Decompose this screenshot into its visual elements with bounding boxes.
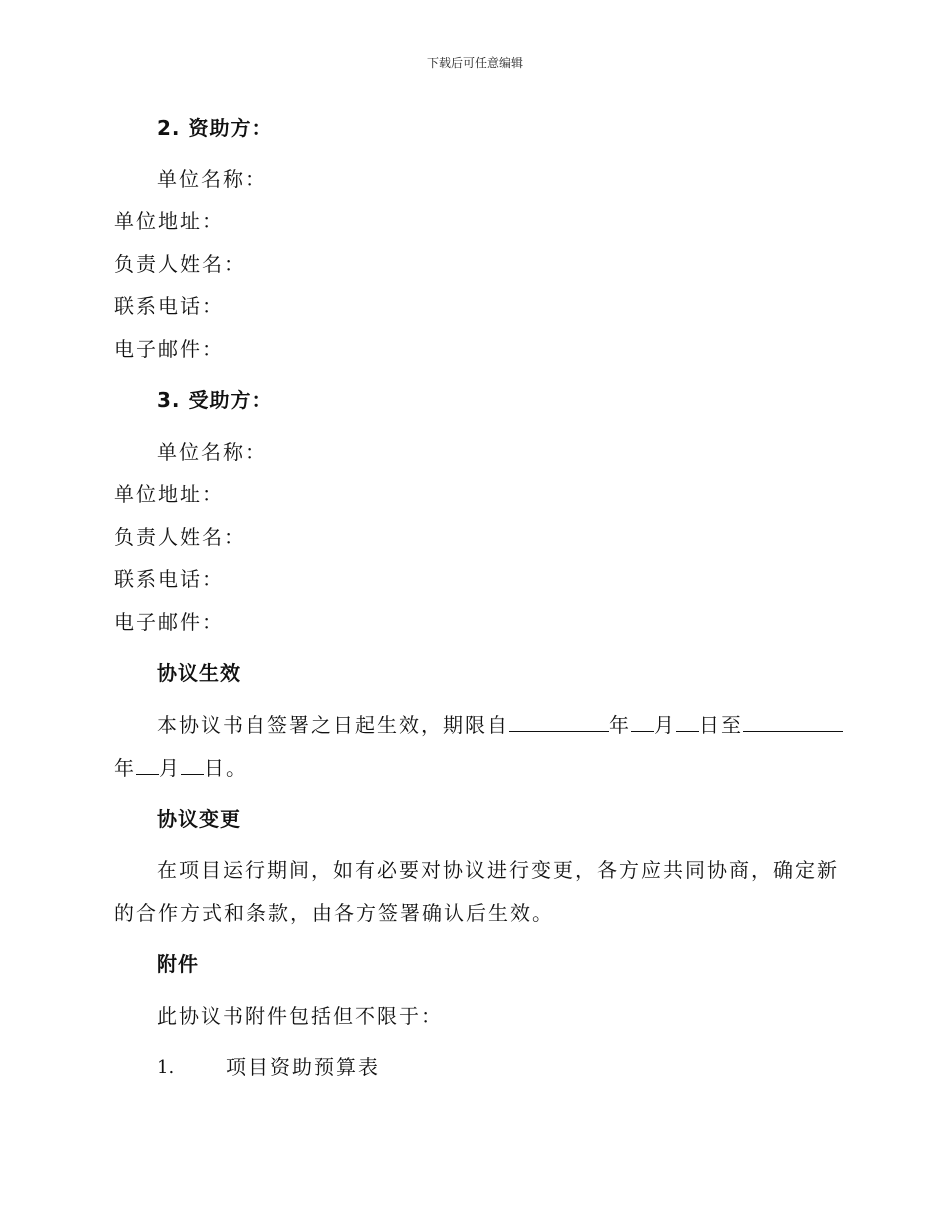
end-day-label: 日。 [204, 756, 248, 780]
end-month-blank [136, 756, 159, 775]
attachments-intro: 此协议书附件包括但不限于： [157, 1004, 443, 1028]
page-header: 下载后可任意编辑 [426, 56, 523, 70]
attachment-text: 项目资助预算表 [226, 1055, 380, 1079]
funder-unit-address: 单位地址： [114, 209, 224, 233]
day-to-label: 日至 [699, 713, 743, 737]
start-day-blank [676, 713, 699, 732]
start-year-blank [509, 713, 609, 732]
end-day-blank [181, 756, 204, 775]
funder-phone: 联系电话： [114, 294, 224, 318]
month-label: 月 [654, 713, 676, 737]
recipient-contact-person: 负责人姓名： [114, 525, 246, 549]
attachment-number: 1. [157, 1057, 175, 1078]
effect-heading: 协议生效 [157, 661, 241, 685]
funder-unit-name: 单位名称： [157, 167, 267, 191]
funder-heading: 2. 资助方： [157, 116, 273, 140]
effect-line-2 [114, 754, 834, 782]
attachments-heading: 附件 [157, 952, 199, 976]
effect-text-start: 本协议书自签署之日起生效，期限自 [157, 713, 509, 737]
end-year-blank [743, 713, 843, 732]
recipient-phone: 联系电话： [114, 567, 224, 591]
recipient-unit-name: 单位名称： [157, 440, 267, 464]
end-month-label: 月 [159, 756, 181, 780]
recipient-email: 电子邮件： [114, 610, 224, 634]
change-line-2: 的合作方式和条款，由各方签署确认后生效。 [114, 901, 554, 925]
year-label: 年 [609, 713, 631, 737]
funder-contact-person: 负责人姓名： [114, 252, 246, 276]
funder-email: 电子邮件： [114, 337, 224, 361]
effect-line-1 [157, 711, 877, 739]
recipient-heading: 3. 受助方： [157, 388, 273, 412]
recipient-unit-address: 单位地址： [114, 482, 224, 506]
start-month-blank [631, 713, 654, 732]
change-heading: 协议变更 [157, 807, 241, 831]
end-year-label: 年 [114, 756, 136, 780]
change-line-1: 在项目运行期间，如有必要对协议进行变更，各方应共同协商，确定新 [157, 858, 839, 882]
